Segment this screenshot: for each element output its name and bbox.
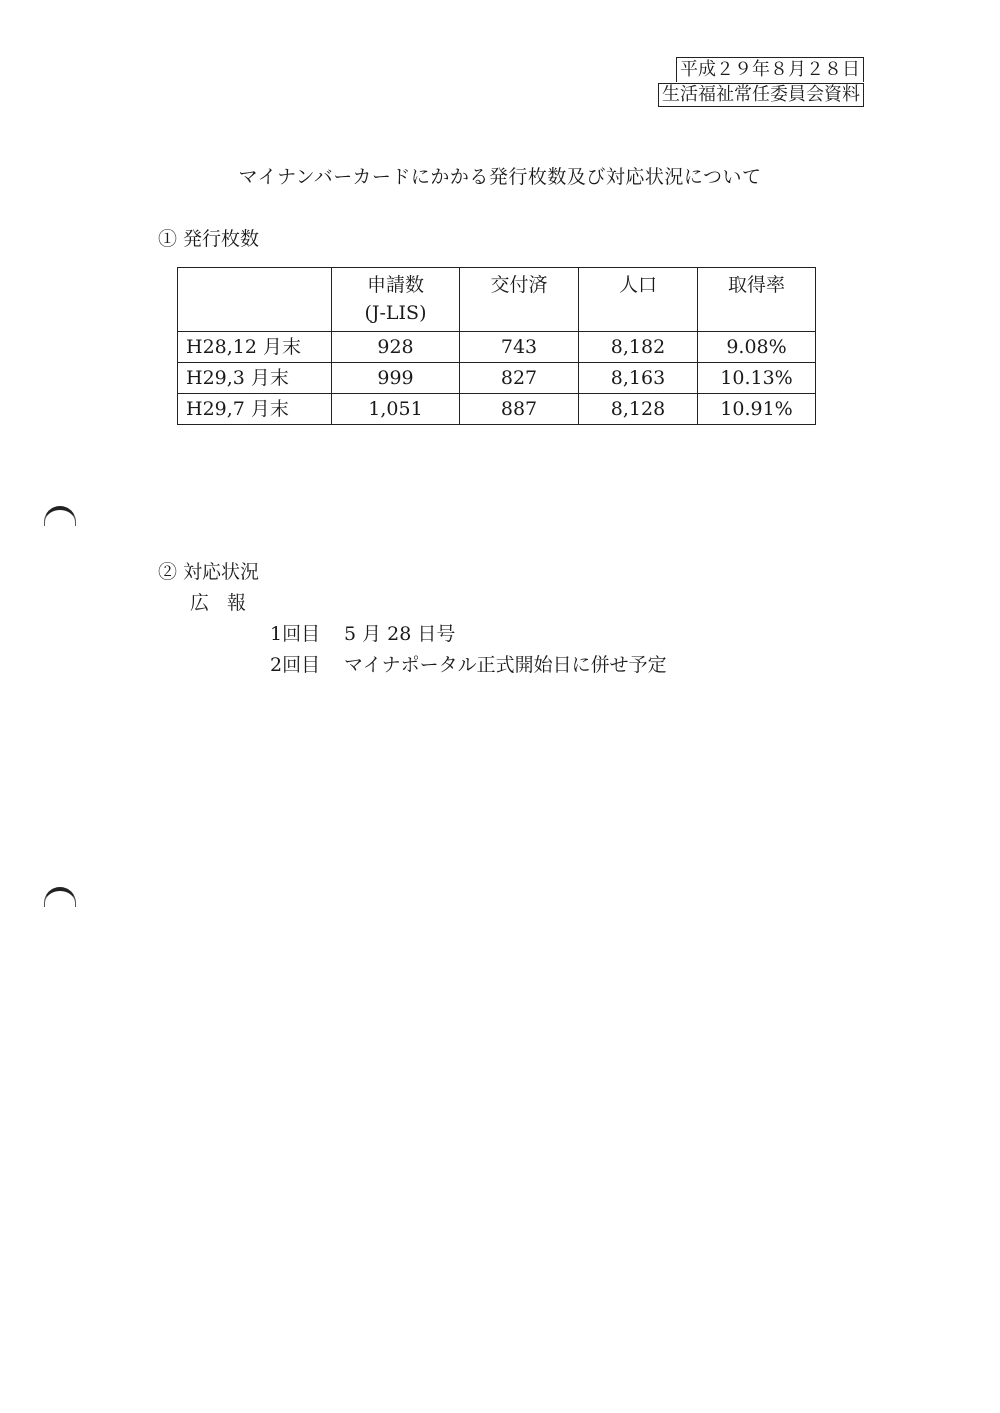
table-cell: 10.13% (698, 363, 816, 394)
table-cell: 928 (332, 332, 460, 363)
table-cell: 743 (460, 332, 579, 363)
punch-hole-mark (44, 506, 76, 526)
table-row (178, 394, 816, 425)
table-row (178, 363, 816, 394)
pr-item-number: 1回目 (270, 623, 321, 645)
section-2-heading: ② 対応状況 (158, 561, 260, 583)
table-cell: 8,182 (579, 332, 698, 363)
pr-list-item (270, 650, 667, 677)
punch-hole-mark (44, 887, 76, 907)
header-committee-label: 生活福祉常任委員会資料 (658, 83, 864, 107)
table-cell: 1,051 (332, 394, 460, 425)
table-cell: 999 (332, 363, 460, 394)
table-header-sublabel: (J-LIS) (364, 302, 427, 324)
table-cell: 887 (460, 394, 579, 425)
table-cell-period: H29,7 月末 (178, 394, 332, 425)
table-header-cell-applications (332, 268, 460, 332)
table-header-cell (178, 268, 332, 332)
pr-list-item (270, 619, 455, 646)
table-cell: 10.91% (698, 394, 816, 425)
document-title: マイナンバーカードにかかる発行枚数及び対応状況について (238, 166, 762, 188)
header-date: 平成２９年８月２８日 (676, 57, 864, 82)
table-cell: 8,128 (579, 394, 698, 425)
table-header-cell-issued: 交付済 (460, 268, 579, 332)
table-cell-period: H29,3 月末 (178, 363, 332, 394)
table-header-row (178, 268, 816, 332)
table-header-cell-rate: 取得率 (698, 268, 816, 332)
table-cell-period: H28,12 月末 (178, 332, 332, 363)
pr-item-text: マイナポータル正式開始日に併せ予定 (344, 654, 667, 676)
pr-subheading: 広報 (190, 592, 265, 614)
table-row (178, 332, 816, 363)
section-1-heading: ① 発行枚数 (158, 228, 260, 250)
table-header-cell-population: 人口 (579, 268, 698, 332)
pr-item-number: 2回目 (270, 654, 321, 676)
table-cell: 9.08% (698, 332, 816, 363)
table-cell: 8,163 (579, 363, 698, 394)
table-cell: 827 (460, 363, 579, 394)
pr-item-text: 5 月 28 日号 (344, 623, 456, 645)
issuance-table (177, 267, 816, 425)
table-header-label: 申請数 (366, 274, 424, 296)
